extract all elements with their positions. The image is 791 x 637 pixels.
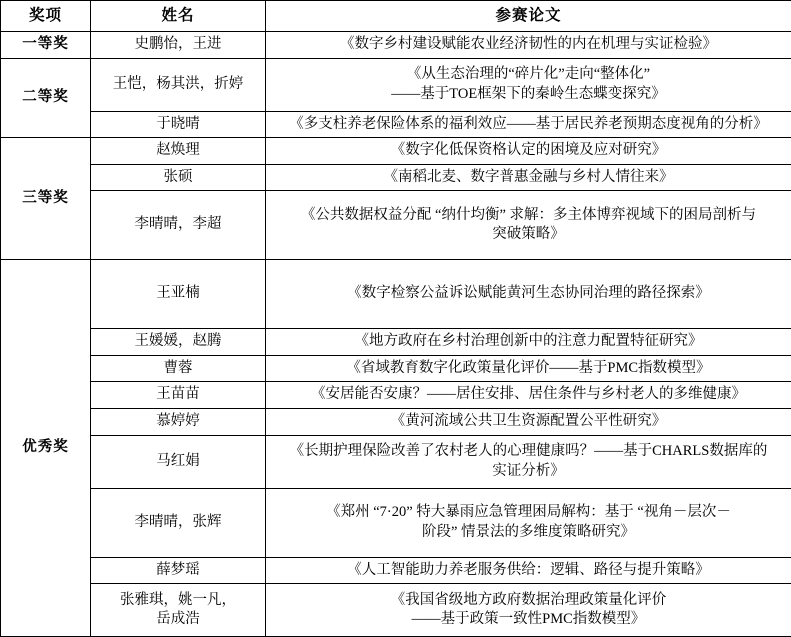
- table-header: [1, 1, 791, 32]
- paper-title-cell: 《数字乡村建设赋能农业经济韧性的内在机理与实证检验》: [266, 32, 791, 59]
- participant-name-cell: 王苗苗: [91, 382, 266, 409]
- table-row: [1, 329, 791, 356]
- paper-title-cell: 《人工智能助力养老服务供给：逻辑、路径与提升策略》: [266, 557, 791, 584]
- column-header-name: 姓名: [91, 1, 266, 32]
- paper-title-cell: 《安居能否安康？——居住安排、居住条件与乡村老人的多维健康》: [266, 382, 791, 409]
- paper-title-cell: 《从生态治理的“碎片化”走向“整体化” ——基于TOE框架下的秦岭生态蝶变探究》: [266, 58, 791, 111]
- participant-name-cell: 李晴晴，张辉: [91, 488, 266, 557]
- table-row: [1, 584, 791, 637]
- participant-name-cell: 马红娟: [91, 435, 266, 488]
- table-row: [1, 111, 791, 138]
- paper-title-cell: 《长期护理保险改善了农村老人的心理健康吗？——基于CHARLS数据库的 实证分析》: [266, 435, 791, 488]
- column-header-award: 奖项: [1, 1, 91, 32]
- paper-title-cell: 《地方政府在乡村治理创新中的注意力配置特征研究》: [266, 329, 791, 356]
- table-row: [1, 58, 791, 111]
- paper-title-cell: 《省域教育数字化政策量化评价——基于PMC指数模型》: [266, 355, 791, 382]
- participant-name-cell: 史鹏怡，王进: [91, 32, 266, 59]
- award-category-cell: 三等奖: [1, 138, 91, 260]
- paper-title-cell: 《多支柱养老保险体系的福利效应——基于居民养老预期态度视角的分析》: [266, 111, 791, 138]
- table-row: [1, 191, 791, 260]
- column-header-title: 参赛论文: [266, 1, 791, 32]
- paper-title-cell: 《我国省级地方政府数据治理政策量化评价 ——基于政策一致性PMC指数模型》: [266, 584, 791, 637]
- table-body: [1, 32, 791, 637]
- table-row: [1, 408, 791, 435]
- participant-name-cell: 于晓晴: [91, 111, 266, 138]
- participant-name-cell: 张硕: [91, 164, 266, 191]
- table-row: [1, 382, 791, 409]
- paper-title-cell: 《数字检察公益诉讼赋能黄河生态协同治理的路径探索》: [266, 260, 791, 329]
- paper-title-cell: 《公共数据权益分配 “纳什均衡” 求解：多主体博弈视域下的困局剖析与 突破策略》: [266, 191, 791, 260]
- table-row: [1, 557, 791, 584]
- table-row: [1, 355, 791, 382]
- participant-name-cell: 张雅琪，姚一凡， 岳成浩: [91, 584, 266, 637]
- participant-name-cell: 王媛媛，赵腾: [91, 329, 266, 356]
- paper-title-cell: 《南稻北麦、数字普惠金融与乡村人情往来》: [266, 164, 791, 191]
- paper-title-cell: 《黄河流域公共卫生资源配置公平性研究》: [266, 408, 791, 435]
- participant-name-cell: 王恺，杨其洪，折婷: [91, 58, 266, 111]
- award-category-cell: 二等奖: [1, 58, 91, 138]
- table-row: [1, 32, 791, 59]
- table-row: [1, 435, 791, 488]
- table-row: [1, 260, 791, 329]
- participant-name-cell: 李晴晴，李超: [91, 191, 266, 260]
- table-header-row: [1, 1, 791, 32]
- participant-name-cell: 慕婷婷: [91, 408, 266, 435]
- table-row: [1, 164, 791, 191]
- participant-name-cell: 赵焕理: [91, 138, 266, 165]
- participant-name-cell: 曹蓉: [91, 355, 266, 382]
- participant-name-cell: 王亚楠: [91, 260, 266, 329]
- table-row: [1, 138, 791, 165]
- paper-title-cell: 《数字化低保资格认定的困境及应对研究》: [266, 138, 791, 165]
- table-row: [1, 488, 791, 557]
- award-category-cell: 优秀奖: [1, 260, 91, 637]
- paper-title-cell: 《郑州 “7·20” 特大暴雨应急管理困局解构：基于 “视角－层次－ 阶段” 情景法的多维度策略研究》: [266, 488, 791, 557]
- participant-name-cell: 薛梦瑶: [91, 557, 266, 584]
- award-category-cell: 一等奖: [1, 32, 91, 59]
